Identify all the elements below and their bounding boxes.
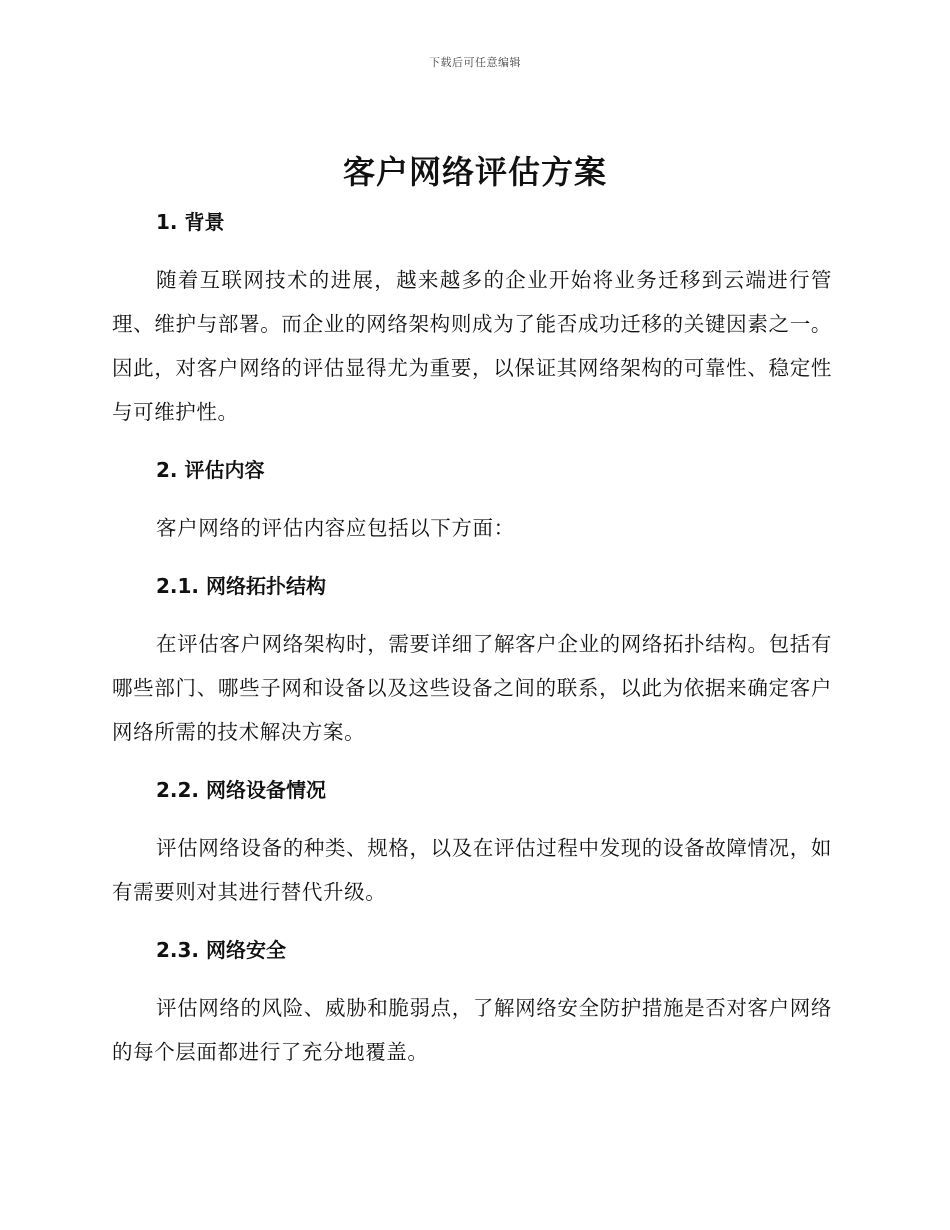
section-paragraph-content: 客户网络的评估内容应包括以下方面： <box>156 516 515 540</box>
section-paragraph-topology: 在评估客户网络架构时，需要详细了解客户企业的网络拓扑结构。包括有哪些部门、哪些子网和设备以及这些设备之间的联系，以此为依据来确定客户网络所需的技术解决方案。 <box>112 632 832 744</box>
section-heading-background: 1. 背景 <box>156 210 225 234</box>
document-title: 客户网络评估方案 <box>342 153 607 191</box>
section-heading-security: 2.3. 网络安全 <box>156 938 286 962</box>
section-paragraph-security: 评估网络的风险、威胁和脆弱点，了解网络安全防护措施是否对客户网络的每个层面都进行了充分地覆盖。 <box>112 996 832 1064</box>
header-note: 下载后可任意编辑 <box>429 56 521 69</box>
section-paragraph-background: 随着互联网技术的进展，越来越多的企业开始将业务迁移到云端进行管理、维护与部署。而企业的网络架构则成为了能否成功迁移的关键因素之一。因此，对客户网络的评估显得尤为重要，以保证其网络架构的可靠性、稳定性与可维护性。 <box>112 268 832 424</box>
section-heading-topology: 2.1. 网络拓扑结构 <box>156 574 326 598</box>
section-paragraph-devices: 评估网络设备的种类、规格，以及在评估过程中发现的设备故障情况，如有需要则对其进行替代升级。 <box>112 836 832 904</box>
document-body <box>112 200 832 1074</box>
section-heading-content: 2. 评估内容 <box>156 458 265 482</box>
section-heading-devices: 2.2. 网络设备情况 <box>156 778 326 802</box>
